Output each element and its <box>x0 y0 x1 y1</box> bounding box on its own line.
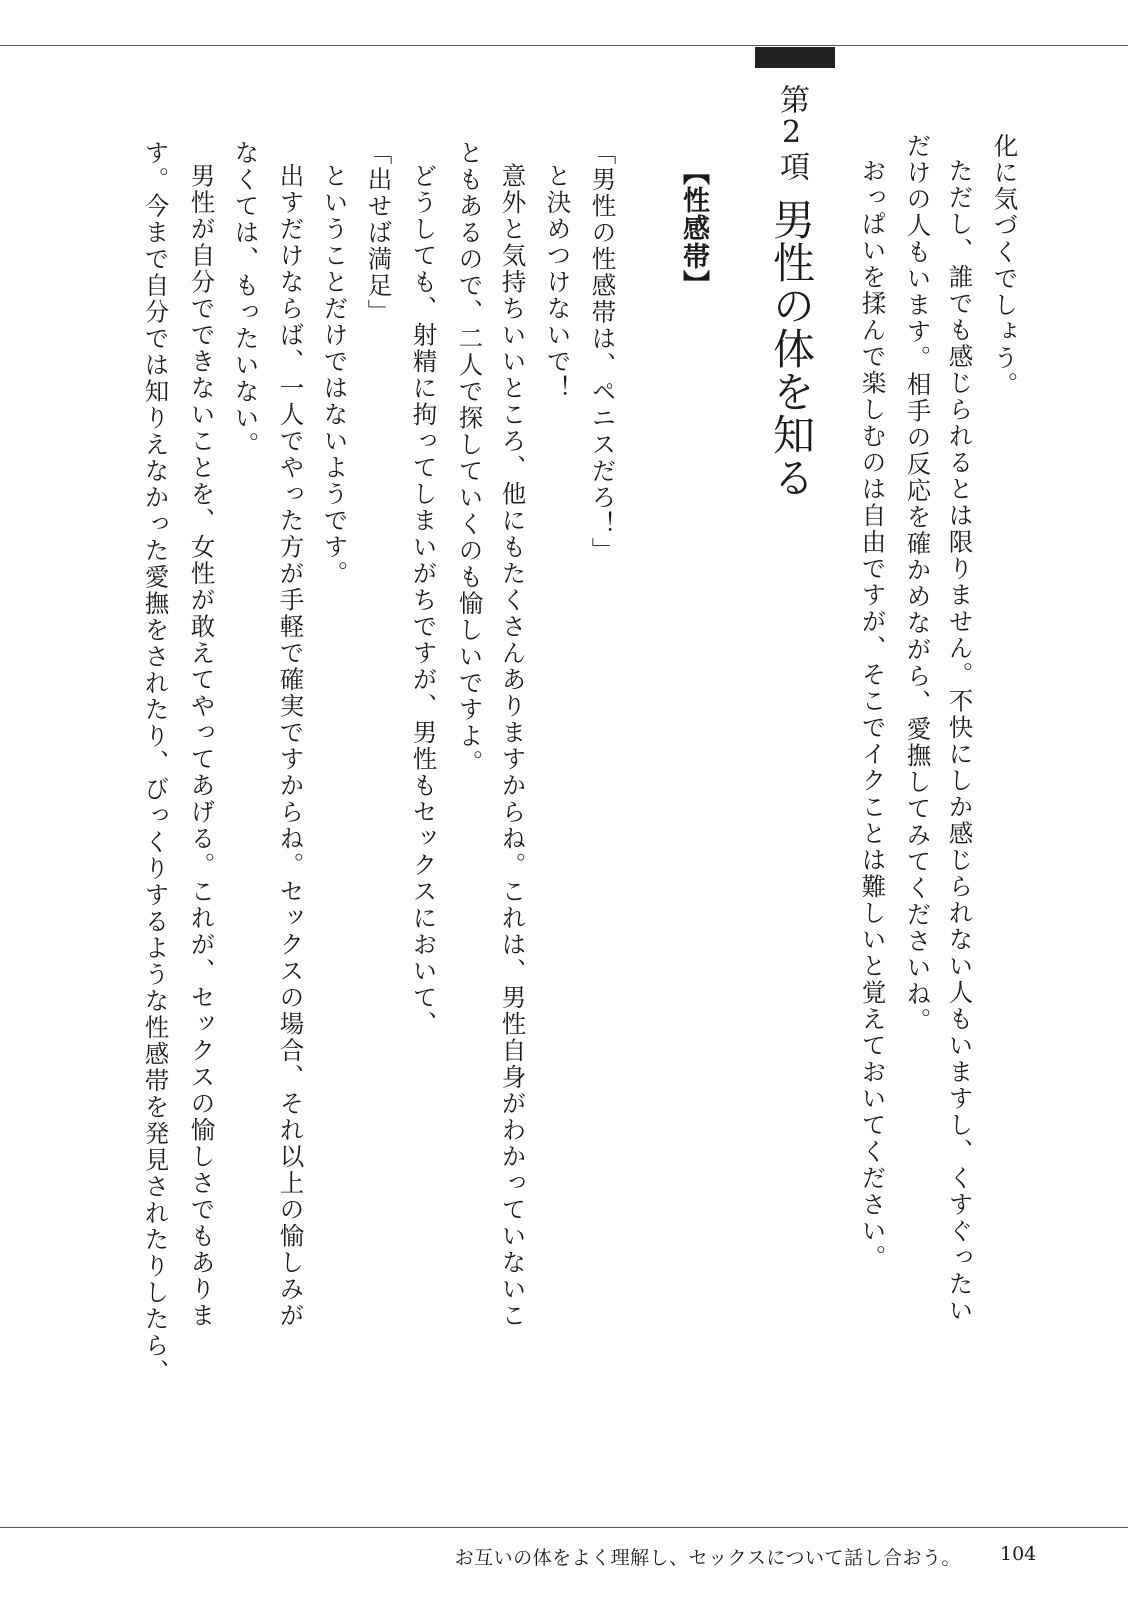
body-line-4: ともあるので、二人で探していくのも愉しいですよ。 <box>455 140 485 776</box>
body-line-2: と決めつけないで！ <box>543 163 573 402</box>
section-tab-mark <box>755 47 835 68</box>
body-line-11: す。今まで自分では知りえなかった愛撫をされたり、びっくりするような性感帯を発見されたりしたら、 <box>141 140 171 1386</box>
intro-line-1: 化に気づくでしょう。 <box>990 133 1020 398</box>
intro-line-2: ただし、誰でも感じられるとは限りません。不快にしか感じられない人もいますし、くすぐったい <box>945 158 975 1324</box>
section-number: 第2項 <box>774 84 809 182</box>
page-number: 104 <box>1000 1543 1037 1565</box>
top-rule <box>0 45 1128 46</box>
intro-line-3: だけの人もいます。相手の反応を確かめながら、愛撫してみてくださいね。 <box>903 133 933 1034</box>
intro-line-4: おっぱいを揉んで楽しむのは自由ですが、そこでイクことは難しいと覚えておいてください。 <box>858 158 888 1271</box>
body-line-1: 「男性の性感帯は、ペニスだろ！」 <box>588 140 618 564</box>
section-title: 男性の体を知る <box>767 198 816 499</box>
subheading: 【性感帯】 <box>678 158 709 298</box>
body-line-10: 男性が自分でできないことを、女性が敢えてやってあげる。これが、セックスの愉しさでもありま <box>187 163 217 1329</box>
body-line-8: 出すだけならば、一人でやった方が手軽で確実ですからね。セックスの場合、それ以上の愉しみが <box>276 163 306 1329</box>
section-heading <box>767 84 816 499</box>
body-line-6: 「出せば満足」 <box>364 140 394 326</box>
body-line-7: ということだけではないようです。 <box>320 163 350 587</box>
body-line-5: どうしても、射精に拘ってしまいがちですが、男性もセックスにおいて、 <box>409 163 439 1038</box>
body-line-3: 意外と気持ちいいところ、他にもたくさんありますからね。これは、男性自身がわかっていないこ <box>498 163 528 1329</box>
body-line-9: なくては、もったいない。 <box>231 140 261 458</box>
bottom-rule <box>0 1527 1128 1528</box>
running-footer: お互いの体をよく理解し、セックスについて話し合おう。 <box>454 1547 961 1569</box>
